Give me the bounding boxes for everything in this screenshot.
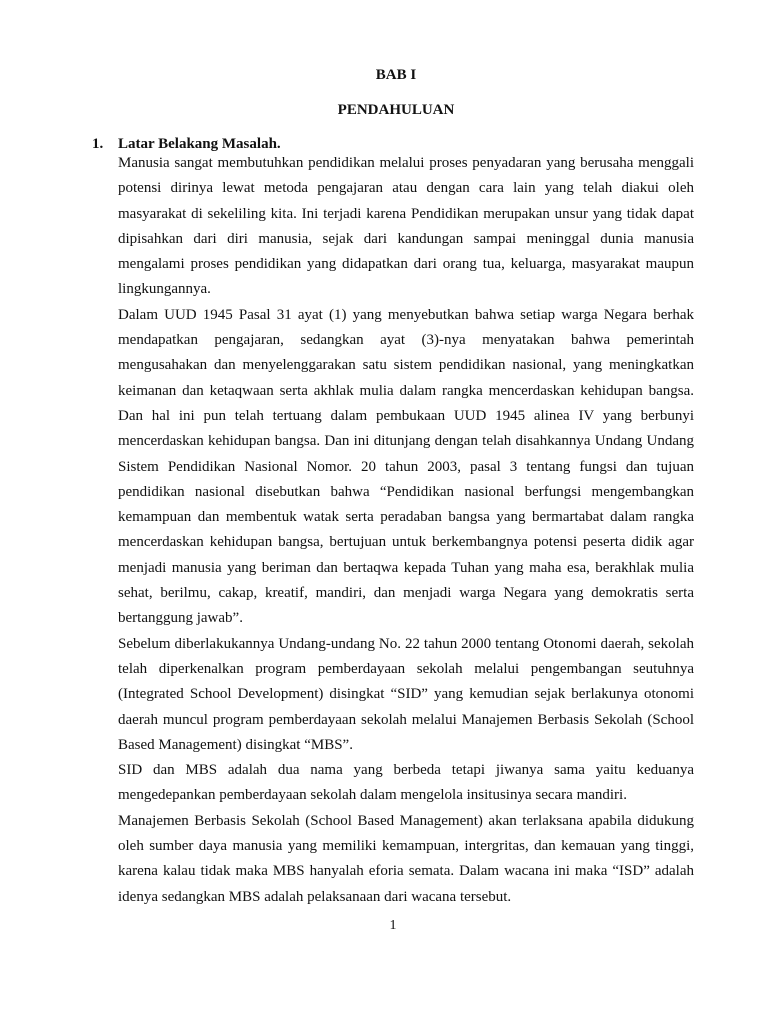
body-text xyxy=(118,151,694,910)
page-number: 1 xyxy=(389,918,397,933)
chapter-title: PENDAHULUAN xyxy=(337,102,455,118)
chapter-heading: BAB I xyxy=(375,67,417,83)
section-title: Latar Belakang Masalah. xyxy=(118,136,281,152)
paragraph: SID dan MBS adalah dua nama yang berbeda tetapi jiwanya sama yaitu keduanya mengedepankan pemberdayaan sekolah dalam mengelola insitusinya secara mandiri. xyxy=(118,762,694,804)
paragraph: Manajemen Berbasis Sekolah (School Based Management) akan terlaksana apabila didukung oleh sumber daya manusia yang memiliki kemampuan, intergritas, dan kemauan yang tinggi, karena kalau tidak maka MBS hanyalah eforia semata. Dalam wacana ini maka “ISD” adalah idenya sedangkan MBS adalah pelaksanaan dari wacana tersebut. xyxy=(118,812,694,905)
paragraph: Dalam UUD 1945 Pasal 31 ayat (1) yang menyebutkan bahwa setiap warga Negara berhak mendapatkan pengajaran, sedangkan ayat (3)-nya menyatakan bahwa pemerintah mengusahakan dan menyelenggarakan satu sistem pendidikan nasional, yang meningkatkan keimanan dan ketaqwaan serta akhlak mulia dalam rangka mencerdaskan kehidupan bangsa. Dan hal ini pun telah tertuang dalam pembukaan UUD 1945 alinea IV yang berbunyi mencerdaskan kehidupan bangsa. Dan ini ditunjang dengan telah disahkannya Undang Undang Sistem Pendidikan Nasional Nomor. 20 tahun 2003, pasal 3 tentang fungsi dan tujuan pendidikan nasional disebutkan bahwa “Pendidikan nasional berfungsi mengembangkan kemampuan dan membentuk watak serta peradaban bangsa yang bermartabat dalam rangka mencerdaskan kehidupan bangsa, bertujuan untuk berkembangnya potensi peserta didik agar menjadi manusia yang beriman dan bertaqwa kepada Tuhan yang maha esa, berakhlak mulia sehat, berilmu, cakap, kreatif, mandiri, dan menjadi warga Negara yang demokratis serta bertanggung jawab”. xyxy=(118,306,694,627)
paragraph: Sebelum diberlakukannya Undang-undang No. 22 tahun 2000 tentang Otonomi daerah, sekolah telah diperkenalkan program pemberdayaan sekolah melalui pengembangan seutuhnya (Integrated School Development) disingkat “SID” yang kemudian sejak berlakunya otonomi daerah muncul program pemberdayaan sekolah melalui Manajemen Berbasis Sekolah (School Based Management) disingkat “MBS”. xyxy=(118,635,694,753)
section-number: 1. xyxy=(92,136,104,152)
paragraph: Manusia sangat membutuhkan pendidikan melalui proses penyadaran yang berusaha menggali potensi dirinya lewat metoda pengajaran atau dengan cara lain yang telah diakui oleh masyarakat di sekeliling kita. Ini terjadi karena Pendidikan merupakan unsur yang tidak dapat dipisahkan dari diri manusia, sejak dari kandungan sampai meninggal dunia manusia mengalami proses pendidikan yang didapatkan dari orang tua, keluarga, masyarakat maupun lingkungannya. xyxy=(118,155,694,298)
